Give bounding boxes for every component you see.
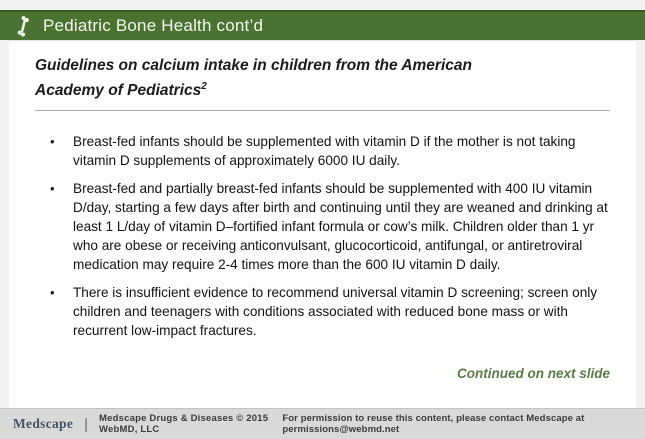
footer-bar bbox=[0, 408, 645, 439]
footer-divider: | bbox=[84, 415, 89, 433]
bone-icon bbox=[12, 14, 34, 38]
slide-title-text: Guidelines on calcium intake in children from the American Academy of Pediatrics bbox=[35, 57, 472, 100]
slide-title-superscript: 2 bbox=[201, 81, 207, 92]
footer-copyright-text: Medscape Drugs & Diseases © 2015 WebMD, LLC bbox=[99, 413, 269, 435]
slide-header-title: Pediatric Bone Health cont’d bbox=[43, 16, 264, 35]
footer-permission-text: For permission to reuse this content, please contact Medscape at permissions@webmd.net bbox=[282, 413, 585, 435]
slide-title bbox=[35, 55, 535, 101]
outer-margin-strip bbox=[0, 0, 645, 10]
medscape-logo: Medscape bbox=[13, 416, 74, 431]
title-divider-line bbox=[35, 110, 610, 111]
bullet-item-3: • There is insufficient evidence to recommend universal vitamin D screening; screen only children and teenagers with conditions associated with reduced bone mass or with recurrent low-impact fractures. bbox=[50, 283, 610, 340]
slide-header-bar bbox=[0, 10, 645, 40]
slide-content-area bbox=[9, 40, 636, 408]
bullet-item-1: • Breast-fed infants should be supplemented with vitamin D if the mother is not taking vitamin D supplements of approximately 6000 IU daily. bbox=[50, 132, 610, 170]
bullet-list bbox=[35, 132, 610, 340]
continued-on-next-slide-note: Continued on next slide bbox=[456, 366, 610, 382]
bullet-item-2: • Breast-fed and partially breast-fed infants should be supplemented with 400 IU vitamin D/day, starting a few days after birth and continuing until they are weaned and drinking at least 1 L/day of vitamin D–fortified infant formula or cow’s milk. Children older than 1 yr who are obese or receiving anticonvulsant, glucocorticoid, antifungal, or antiretroviral medication may require 2-4 times more than the 600 IU vitamin D daily. bbox=[50, 179, 610, 274]
